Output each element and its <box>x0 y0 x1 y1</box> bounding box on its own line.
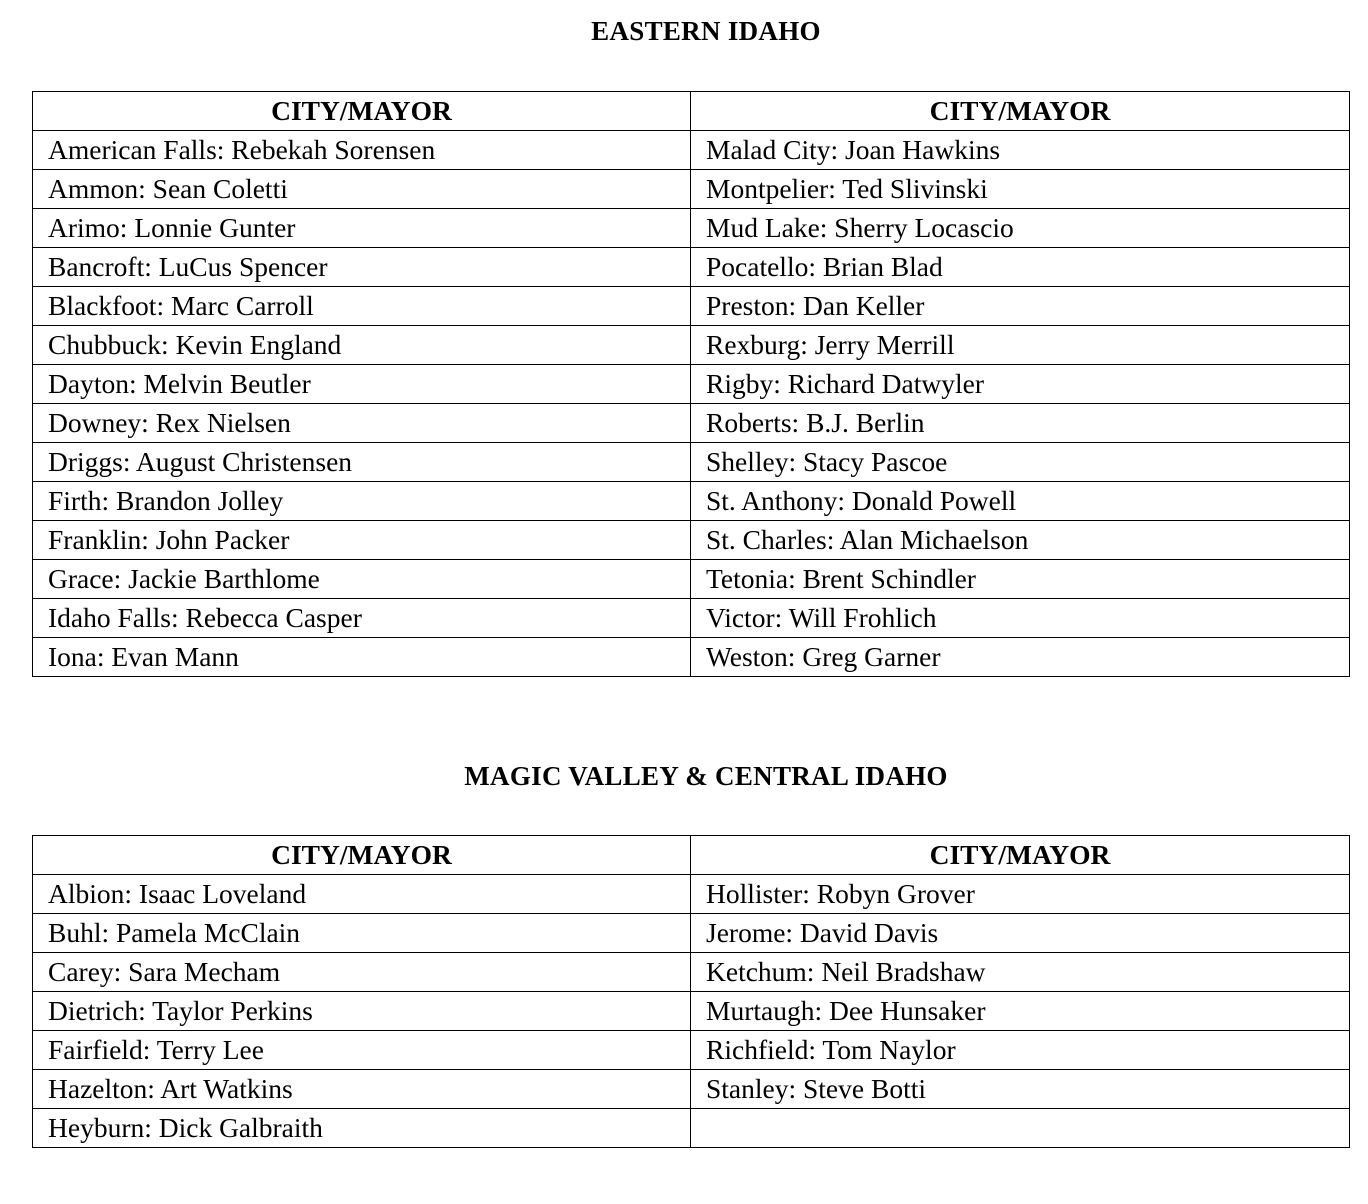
city-mayor-cell-right: Shelley: Stacy Pascoe <box>691 443 1350 482</box>
city-mayor-cell-left: Chubbuck: Kevin England <box>33 326 691 365</box>
mayors-table-magic-valley-central-idaho <box>32 835 1350 1148</box>
table-row <box>33 914 1350 953</box>
city-mayor-cell-right: St. Anthony: Donald Powell <box>691 482 1350 521</box>
city-mayor-cell-left: Bancroft: LuCus Spencer <box>33 248 691 287</box>
city-mayor-cell-right: Murtaugh: Dee Hunsaker <box>691 992 1350 1031</box>
city-mayor-cell-left: Fairfield: Terry Lee <box>33 1031 691 1070</box>
city-mayor-cell-left: Heyburn: Dick Galbraith <box>33 1109 691 1148</box>
city-mayor-cell-left: Driggs: August Christensen <box>33 443 691 482</box>
table-row <box>33 521 1350 560</box>
city-mayor-cell-right: Stanley: Steve Botti <box>691 1070 1350 1109</box>
table-row <box>33 992 1350 1031</box>
table-row <box>33 1109 1350 1148</box>
city-mayor-cell-left: Buhl: Pamela McClain <box>33 914 691 953</box>
city-mayor-cell-right: Rigby: Richard Datwyler <box>691 365 1350 404</box>
table-row <box>33 560 1350 599</box>
column-header-city-mayor: CITY/MAYOR <box>33 836 691 875</box>
city-mayor-cell-right: Preston: Dan Keller <box>691 287 1350 326</box>
city-mayor-cell-right: Victor: Will Frohlich <box>691 599 1350 638</box>
table-row <box>33 170 1350 209</box>
city-mayor-cell-left: Blackfoot: Marc Carroll <box>33 287 691 326</box>
city-mayor-cell-right <box>691 1109 1350 1148</box>
table-row <box>33 248 1350 287</box>
city-mayor-cell-left: Dayton: Melvin Beutler <box>33 365 691 404</box>
city-mayor-cell-left: Franklin: John Packer <box>33 521 691 560</box>
table-row <box>33 326 1350 365</box>
table-body <box>33 875 1350 1148</box>
city-mayor-cell-right: Roberts: B.J. Berlin <box>691 404 1350 443</box>
city-mayor-cell-left: Downey: Rex Nielsen <box>33 404 691 443</box>
city-mayor-cell-right: St. Charles: Alan Michaelson <box>691 521 1350 560</box>
section-title-eastern-idaho: EASTERN IDAHO <box>591 16 821 46</box>
city-mayor-cell-right: Pocatello: Brian Blad <box>691 248 1350 287</box>
table-header-row <box>33 92 1350 131</box>
section-title-magic-valley-central-idaho: MAGIC VALLEY & CENTRAL IDAHO <box>464 761 948 791</box>
city-mayor-cell-left: Iona: Evan Mann <box>33 638 691 677</box>
city-mayor-cell-left: Hazelton: Art Watkins <box>33 1070 691 1109</box>
mayors-table-eastern-idaho <box>32 91 1350 677</box>
column-header-city-mayor: CITY/MAYOR <box>33 92 691 131</box>
city-mayor-cell-right: Rexburg: Jerry Merrill <box>691 326 1350 365</box>
table-row <box>33 287 1350 326</box>
column-header-city-mayor: CITY/MAYOR <box>691 836 1350 875</box>
city-mayor-cell-right: Jerome: David Davis <box>691 914 1350 953</box>
table-row <box>33 482 1350 521</box>
city-mayor-cell-right: Malad City: Joan Hawkins <box>691 131 1350 170</box>
table-row <box>33 953 1350 992</box>
city-mayor-cell-right: Hollister: Robyn Grover <box>691 875 1350 914</box>
city-mayor-cell-left: Idaho Falls: Rebecca Casper <box>33 599 691 638</box>
column-header-city-mayor: CITY/MAYOR <box>691 92 1350 131</box>
city-mayor-cell-right: Weston: Greg Garner <box>691 638 1350 677</box>
table-row <box>33 599 1350 638</box>
city-mayor-cell-left: Dietrich: Taylor Perkins <box>33 992 691 1031</box>
city-mayor-cell-left: Ammon: Sean Coletti <box>33 170 691 209</box>
city-mayor-cell-left: Firth: Brandon Jolley <box>33 482 691 521</box>
table-row <box>33 209 1350 248</box>
city-mayor-cell-left: Albion: Isaac Loveland <box>33 875 691 914</box>
table-row <box>33 131 1350 170</box>
table-row <box>33 1031 1350 1070</box>
table-header-row <box>33 836 1350 875</box>
table-row <box>33 443 1350 482</box>
city-mayor-cell-right: Montpelier: Ted Slivinski <box>691 170 1350 209</box>
city-mayor-cell-left: Grace: Jackie Barthlome <box>33 560 691 599</box>
city-mayor-cell-left: Carey: Sara Mecham <box>33 953 691 992</box>
table-row <box>33 638 1350 677</box>
table-row <box>33 1070 1350 1109</box>
table-row <box>33 875 1350 914</box>
table-body <box>33 131 1350 677</box>
table-row <box>33 365 1350 404</box>
table-row <box>33 404 1350 443</box>
city-mayor-cell-right: Mud Lake: Sherry Locascio <box>691 209 1350 248</box>
city-mayor-cell-right: Tetonia: Brent Schindler <box>691 560 1350 599</box>
city-mayor-cell-left: Arimo: Lonnie Gunter <box>33 209 691 248</box>
city-mayor-cell-left: American Falls: Rebekah Sorensen <box>33 131 691 170</box>
city-mayor-cell-right: Ketchum: Neil Bradshaw <box>691 953 1350 992</box>
city-mayor-cell-right: Richfield: Tom Naylor <box>691 1031 1350 1070</box>
